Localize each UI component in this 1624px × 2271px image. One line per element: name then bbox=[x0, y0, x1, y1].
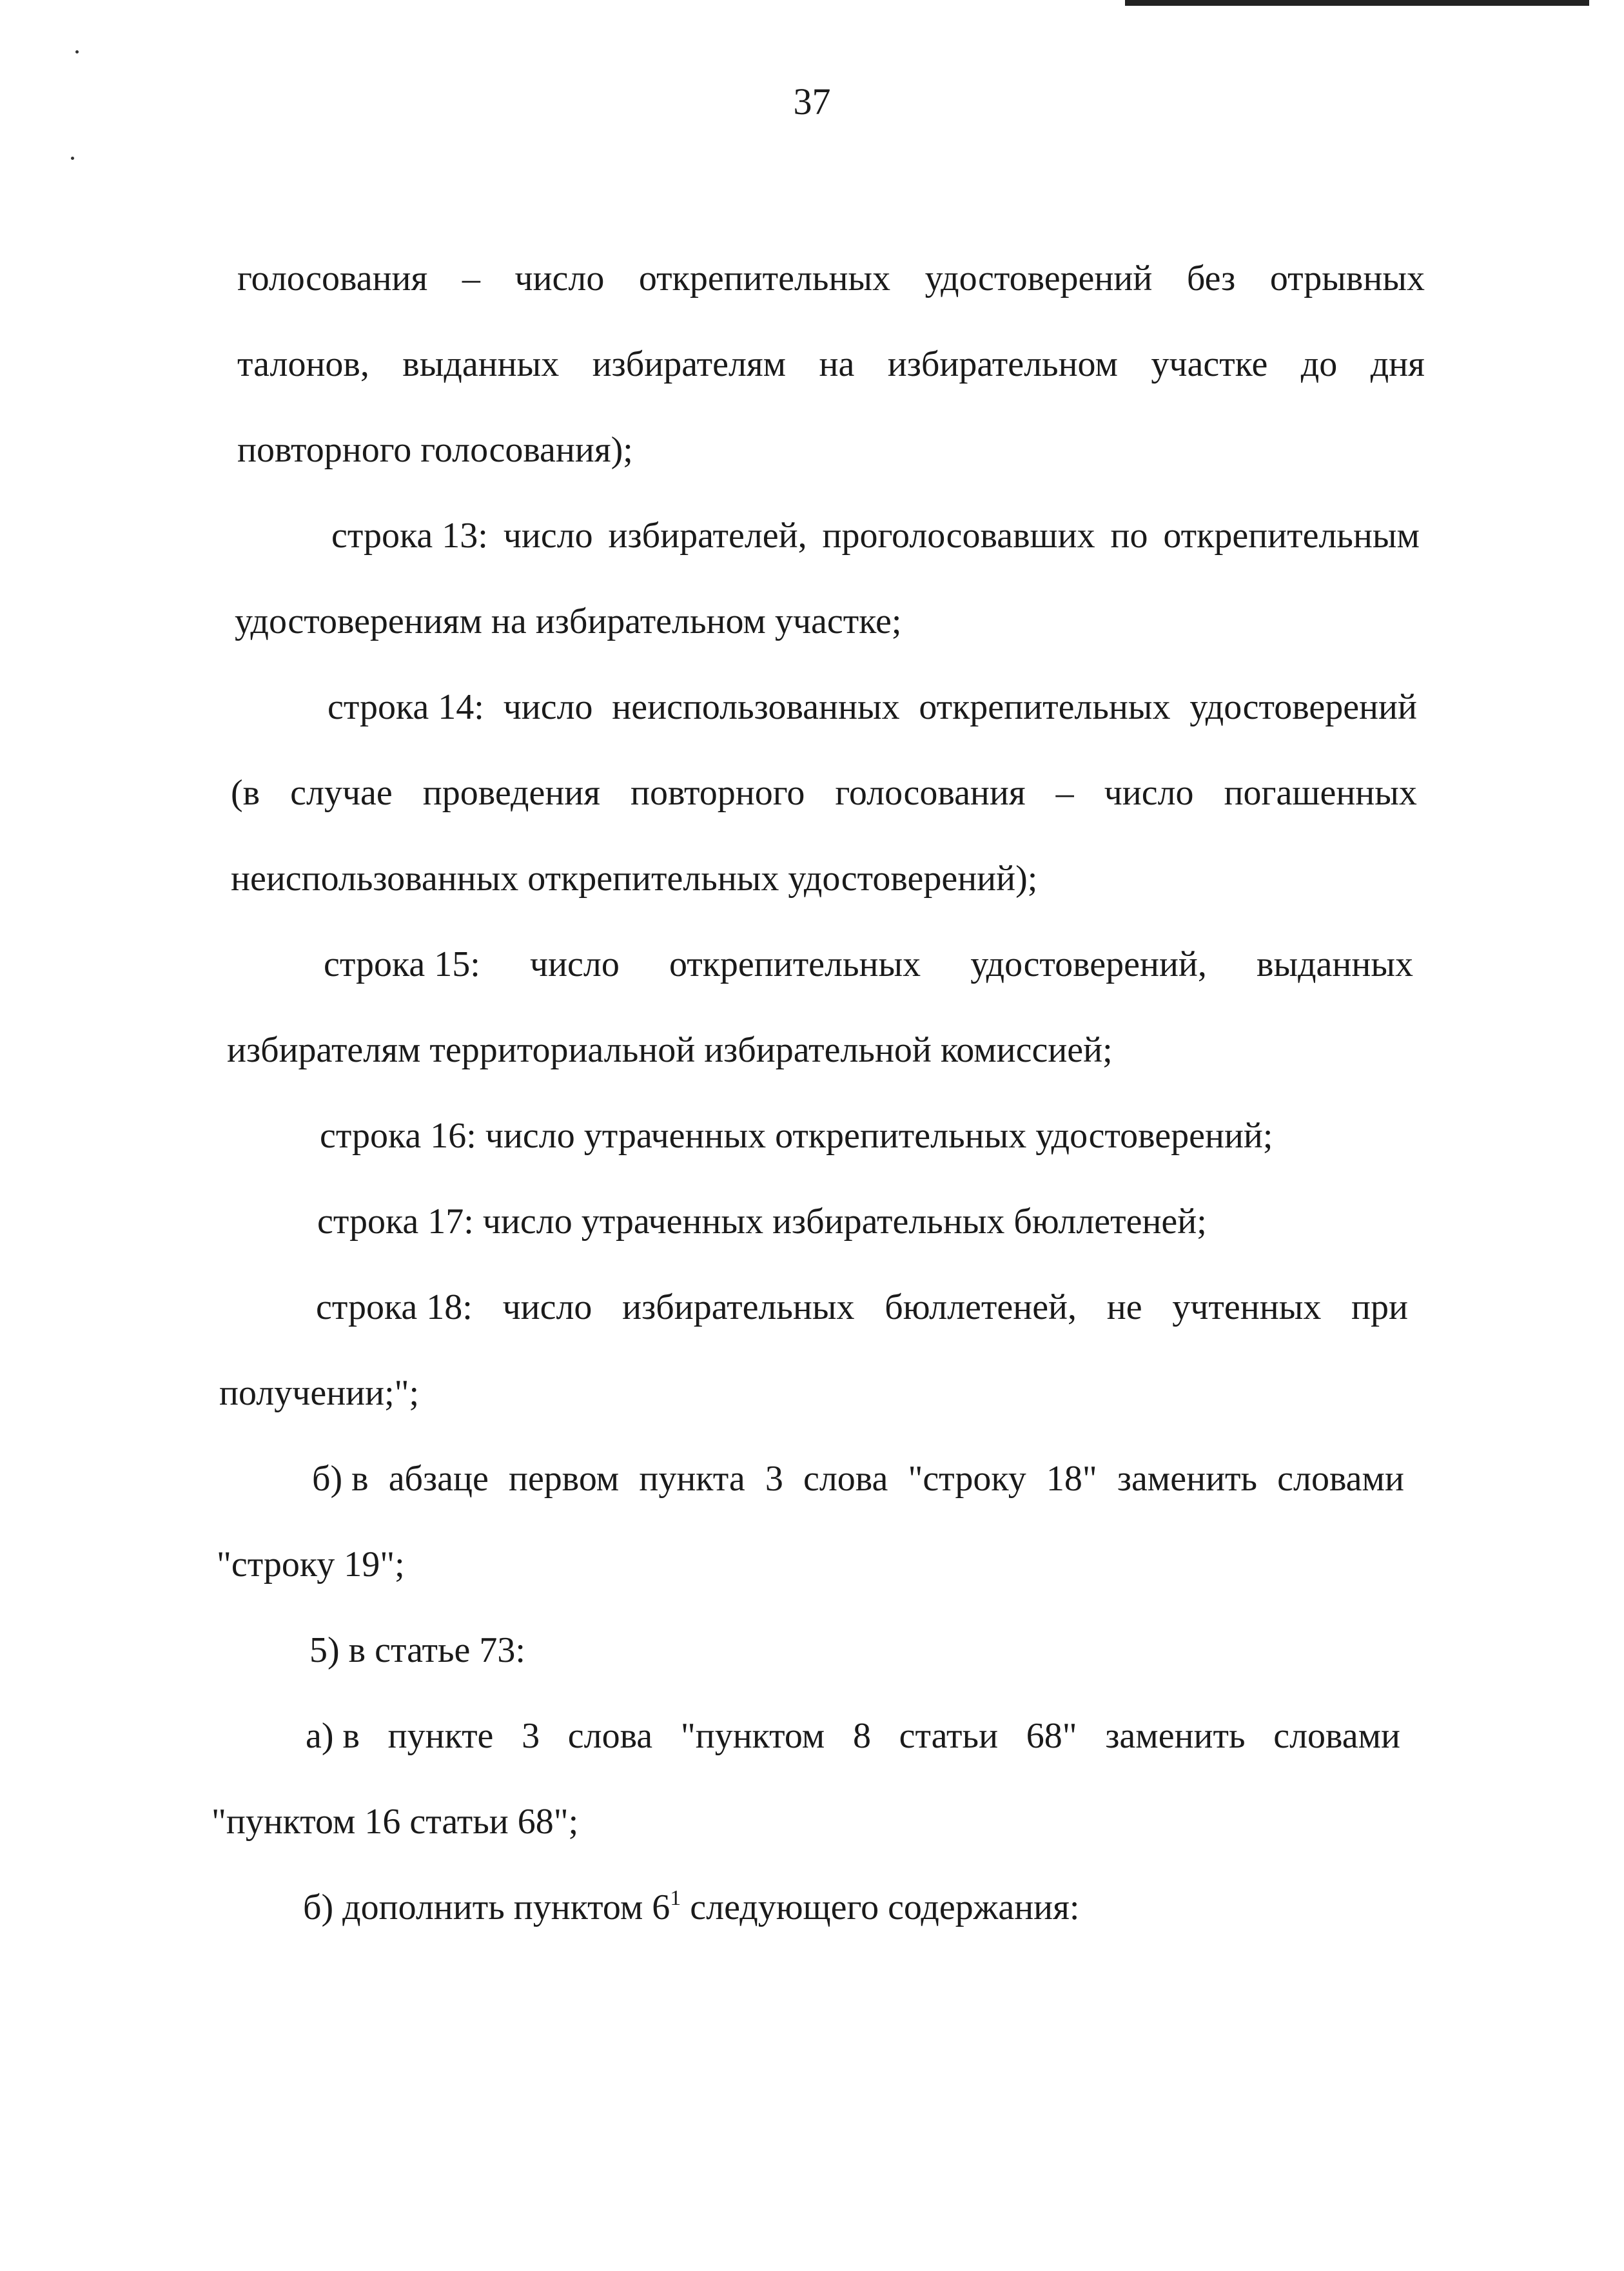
word: словами bbox=[1277, 1459, 1404, 1499]
word: по bbox=[1110, 516, 1148, 556]
word: неиспользованных bbox=[612, 687, 900, 727]
text-line: "пунктом 16 статьи 68"; bbox=[211, 1802, 579, 1842]
word: при bbox=[1351, 1287, 1408, 1327]
word: 8 bbox=[852, 1716, 871, 1756]
text-line: "строку 19"; bbox=[217, 1545, 405, 1584]
word: талонов, bbox=[237, 344, 369, 384]
word: строка 14: bbox=[328, 687, 484, 727]
word: бюллетеней, bbox=[885, 1287, 1077, 1327]
word: строка 18: bbox=[316, 1287, 473, 1327]
word: 3 bbox=[765, 1459, 783, 1499]
word: – bbox=[1055, 773, 1074, 813]
word: 3 bbox=[522, 1716, 540, 1756]
scan-speck bbox=[71, 157, 74, 160]
word: слова bbox=[567, 1716, 653, 1756]
text-line: неиспользованных открепительных удостоверений); bbox=[231, 859, 1038, 899]
word: число bbox=[514, 258, 605, 298]
word: участке bbox=[1151, 344, 1268, 384]
word: погашенных bbox=[1224, 773, 1417, 813]
word: удостоверений bbox=[1189, 687, 1417, 727]
word: удостоверений bbox=[925, 258, 1153, 298]
word: абзаце bbox=[388, 1459, 489, 1499]
text-line: строка 17: число утраченных избирательных бюллетеней; bbox=[317, 1202, 1207, 1242]
word: 18" bbox=[1046, 1459, 1097, 1499]
word: открепительным bbox=[1163, 516, 1420, 556]
text-line bbox=[324, 939, 1413, 990]
word: первом bbox=[508, 1459, 620, 1499]
text-line bbox=[316, 1282, 1408, 1333]
word: статьи bbox=[899, 1716, 999, 1756]
word: без bbox=[1186, 258, 1236, 298]
word: случае bbox=[290, 773, 393, 813]
word: число bbox=[503, 516, 593, 556]
word: число bbox=[503, 687, 593, 727]
text-run: б) дополнить пунктом 6 bbox=[303, 1887, 670, 1927]
word: избирателей, bbox=[608, 516, 807, 556]
word: голосования bbox=[237, 258, 428, 298]
word: отрывных bbox=[1269, 258, 1425, 298]
word: заменить bbox=[1105, 1716, 1246, 1756]
word: удостоверений, bbox=[970, 944, 1207, 984]
word: – bbox=[462, 258, 480, 298]
scan-speck bbox=[75, 50, 79, 54]
word: (в bbox=[231, 773, 260, 813]
word: число bbox=[529, 944, 620, 984]
text-line bbox=[306, 1710, 1400, 1762]
text-run: следующего содержания: bbox=[681, 1887, 1080, 1927]
word: выданных bbox=[1257, 944, 1413, 984]
page-number: 37 bbox=[793, 81, 831, 122]
word: учтенных bbox=[1172, 1287, 1322, 1327]
word: выданных bbox=[402, 344, 560, 384]
word: строка 13: bbox=[331, 516, 488, 556]
word: проголосовавших bbox=[822, 516, 1095, 556]
text-line: повторного голосования); bbox=[237, 430, 633, 470]
text-line bbox=[237, 253, 1425, 304]
word: пункте bbox=[387, 1716, 494, 1756]
word: до bbox=[1300, 344, 1338, 384]
text-line: строка 16: число утраченных открепительных удостоверений; bbox=[320, 1116, 1273, 1156]
word: б) в bbox=[312, 1459, 369, 1499]
word: избирательных bbox=[622, 1287, 855, 1327]
word: заменить bbox=[1117, 1459, 1258, 1499]
word: дня bbox=[1370, 344, 1425, 384]
word: слова bbox=[803, 1459, 888, 1499]
superscript: 1 bbox=[670, 1886, 681, 1910]
text-line: 5) в статье 73: bbox=[309, 1630, 525, 1670]
word: "строку bbox=[908, 1459, 1026, 1499]
text-line bbox=[303, 1882, 1079, 1933]
word: избирателям bbox=[592, 344, 787, 384]
text-line bbox=[237, 338, 1425, 390]
text-line bbox=[331, 510, 1420, 561]
word: число bbox=[502, 1287, 592, 1327]
word: а) в bbox=[306, 1716, 360, 1756]
word: словами bbox=[1273, 1716, 1400, 1756]
word: голосования bbox=[835, 773, 1026, 813]
text-line: удостоверениям на избирательном участке; bbox=[235, 601, 902, 641]
text-line bbox=[328, 681, 1417, 733]
word: открепительных bbox=[638, 258, 891, 298]
word: пункта bbox=[639, 1459, 745, 1499]
word: на bbox=[819, 344, 855, 384]
text-line: избирателям территориальной избирательной комиссией; bbox=[227, 1030, 1113, 1070]
word: открепительных bbox=[669, 944, 921, 984]
word: проведения bbox=[422, 773, 601, 813]
text-line: получении;"; bbox=[219, 1373, 420, 1413]
word: повторного bbox=[631, 773, 805, 813]
word: открепительных bbox=[919, 687, 1171, 727]
top-edge-rule bbox=[1125, 0, 1589, 6]
word: число bbox=[1104, 773, 1194, 813]
word: строка 15: bbox=[324, 944, 480, 984]
word: 68" bbox=[1026, 1716, 1077, 1756]
word: не bbox=[1106, 1287, 1142, 1327]
text-line bbox=[312, 1453, 1404, 1505]
word: "пунктом bbox=[680, 1716, 825, 1756]
word: избирательном bbox=[887, 344, 1118, 384]
text-line bbox=[231, 767, 1417, 819]
